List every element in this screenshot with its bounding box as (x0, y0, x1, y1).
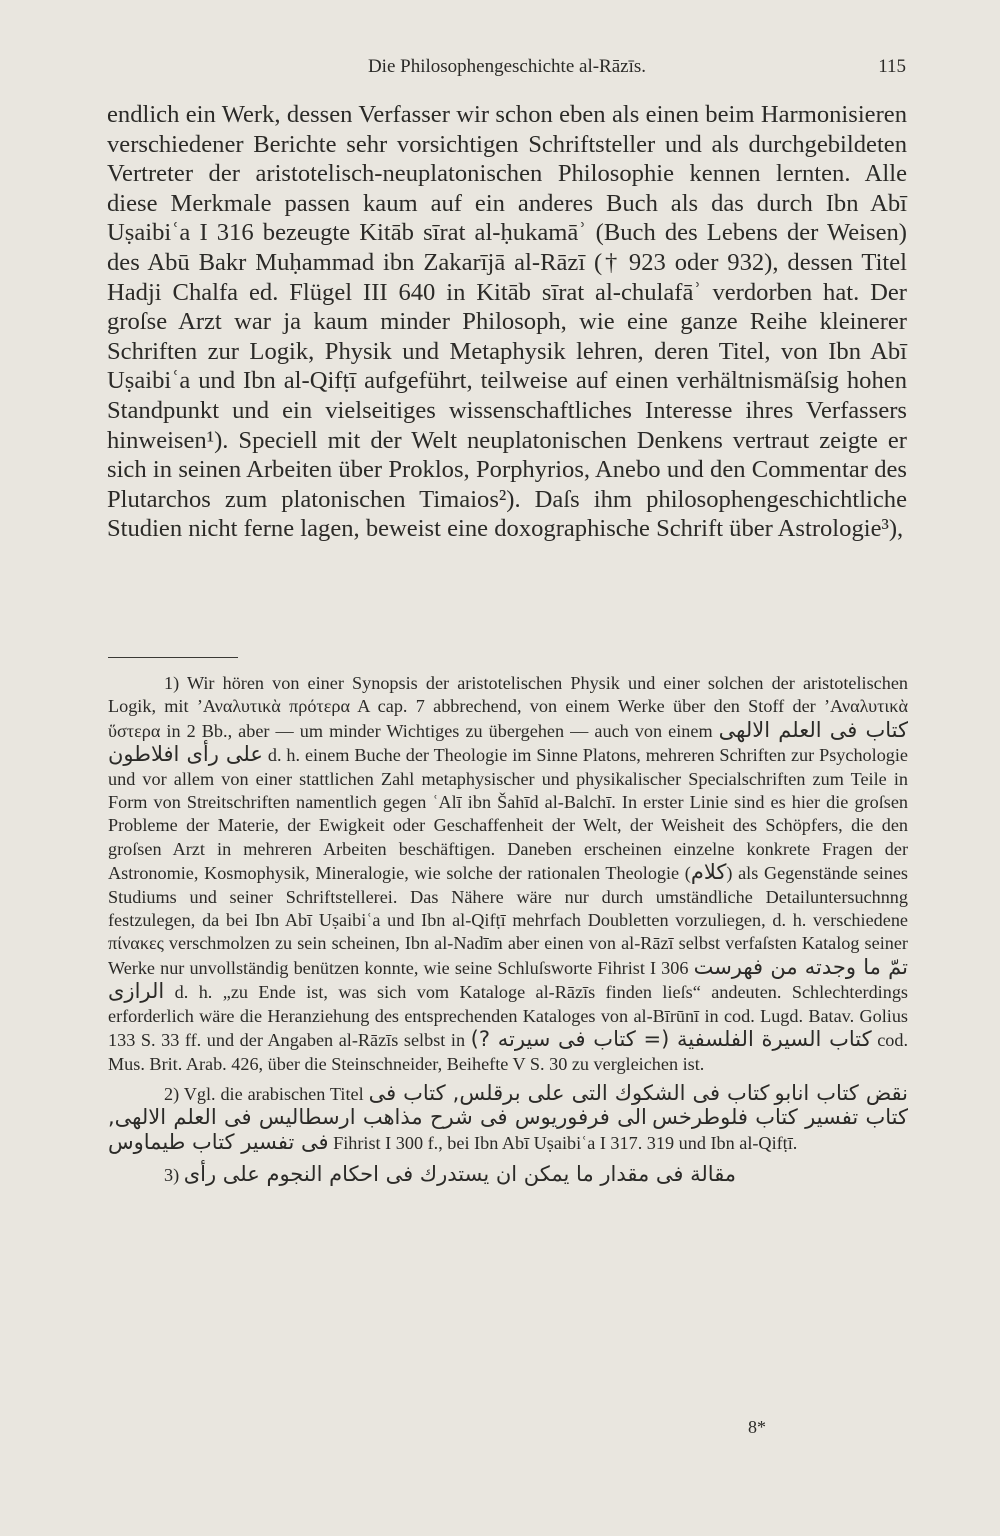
footnote-separator (108, 657, 238, 658)
footnote-1-arabic-5: كتاب السيرة الفلسفية (= كتاب فى سيرته ?) (470, 1027, 872, 1052)
footnotes (108, 672, 908, 1188)
footnote-1-text-d: d. h. „zu Ende ist, was sich vom Kataloge al-Rāzīs finden lieſs“ andeuten. Schlechterdings erforderlich wäre die Heranziehung des entsprechenden Kataloges von al-Bīrūnī in cod. Lugd. Batav. Golius 133 S. 33 ff. und der Angaben al-Rāzīs selbst in (108, 982, 909, 1051)
footnote-1-text-e: cod. Mus. Brit. Arab. 426, über die Steinschneider, Beihefte V S. 30 zu vergleichen ist. (108, 1030, 909, 1074)
main-paragraph: endlich ein Werk, dessen Verfasser wir schon eben als einen beim Harmonisieren verschiedener Berichte sehr vorsichtigen Schriftsteller und als durchgebildeten Vertreter der aristotelisch-neuplatonischen Philosophie kennen lernten. Alle diese Merkmale passen kaum auf ein anderes Buch als das durch Ibn Abī Uṣaibiʿa I 316 bezeugte Kitāb sīrat al-ḥukamāʾ (Buch des Lebens der Weisen) des Abū Bakr Muḥammad ibn Zakarījā al-Rāzī († 923 oder 932), dessen Titel Hadji Chalfa ed. Flügel III 640 in Kitāb sīrat al-chulafāʾ verdorben hat. Der groſse Arzt war ja kaum minder Philosoph, wie eine ganze Reihe kleinerer Schriften zur Logik, Physik und Metaphysik lehren, deren Titel, von Ibn Abī Uṣaibiʿa und Ibn al-Qifṭī aufgeführt, teilweise auf einen verhältnismäſsig hohen Standpunkt und ein vielseitiges wissenschaftliches Interesse ihres Verfassers hinweisen¹). Speciell mit der Welt neuplatonischen Denkens vertraut zeigte er sich in seinen Arbeiten über Proklos, Porphyrios, Anebo und den Commentar des Plutarchos zum platonischen Timaios²). Daſs ihm philosophengeschichtliche Studien nicht ferne lagen, beweist eine doxographische Schrift über Astrologie³), (107, 101, 907, 543)
footnote-1-text-c: ) als Gegenstände seines Studiums und seiner Schriftstellerei. Das Nähere wäre nur durch umständliche Detailuntersuchnng festzulegen, da bei Ibn Abī Uṣaibiʿa und Ibn al-Qifṭī mehrfach Doubletten vorzuliegen, d. h. verschiedene πίνακες verschmolzen zu sein scheinen, Ibn al-Nadīm aber einen von al-Rāzī selbst verfaſsten Katalog seiner Werke nur unvollständig benützen konnte, wie seine Schluſsworte Fihrist I 306 (108, 863, 908, 978)
footnote-1-arabic-1: كتاب فى العلم الالهى (718, 717, 908, 742)
footnote-3 (108, 1163, 908, 1187)
footnote-1 (108, 672, 908, 1076)
page-number: 115 (878, 56, 906, 77)
footnote-2-arabic-1: كتاب فى الشكوك التى على برقلس, كتاب فى (368, 1080, 770, 1105)
footnote-1-arabic-2: على رأى افلاطون (108, 742, 263, 767)
footnote-1-text-b: d. h. einem Buche der Theologie im Sinne Platons, mehreren Schriften zur Psychologie und vor allem von einer stattlichen Zahl metaphysischer und physikalischer Specialschriften zum Teile in Form von Streitschriften namentlich gegen ʿAlī ibn Šahīd al-Balchī. In erster Linie sind es hier die groſsen Probleme der Materie, der Ewigkeit oder Geschaffenheit der Welt, der Weisheit des Schöpfers, die den groſsen Arzt in mehreren Arbeiten beschäftigen. Daneben erscheinen einzelne konkrete Fragen der Astronomie, Kosmophysik, Mineralogie, wie solche der rationalen Theologie ( (108, 745, 909, 884)
footnote-2-text-a: 2) Vgl. die arabischen Titel (164, 1083, 364, 1104)
running-head (108, 56, 906, 84)
footnote-3-arabic: مقالة فى مقدار ما يمكن ان يستدرك فى احكام النجوم على رأى (183, 1162, 737, 1187)
footnote-2 (108, 1082, 908, 1155)
footnote-2-arabic-2: نقض كتاب انابو الى فرفوريوس فى شرح مذاهب ارسطاليس فى العلم الالهى, (108, 1080, 909, 1130)
footnote-1-text-a: 1) Wir hören von einer Synopsis der aristotelischen Physik und einer solchen der aristotelischen Logik, mit ʼΑναλυτικὰ πρότερα Α cap. 7 abbrechend, von einem Werke über den Stoff der ʼΑναλυτικὰ ὕστερα in 2 Bb., aber — um minder Wichtiges zu übergehen — auch von einem (108, 673, 908, 741)
footnote-2-text-b: Fihrist I 300 f., bei Ibn Abī Uṣaibiʿa I 317. 319 und Ibn al-Qifṭī. (333, 1132, 798, 1153)
footnote-1-arabic-4: تمّ ما وجدته من فهرست الرازى (108, 954, 908, 1004)
main-text (107, 100, 907, 544)
running-head-title: Die Philosophengeschichte al-Rāzīs. (367, 56, 647, 77)
signature-mark: 8* (748, 1417, 766, 1437)
footnote-1-arabic-3: كلام (690, 860, 727, 885)
footnote-2-arabic-3: كتاب تفسير كتاب فلوطرخس فى تفسير كتاب طيماوس (108, 1105, 909, 1154)
footnote-3-marker: 3) (164, 1165, 180, 1186)
